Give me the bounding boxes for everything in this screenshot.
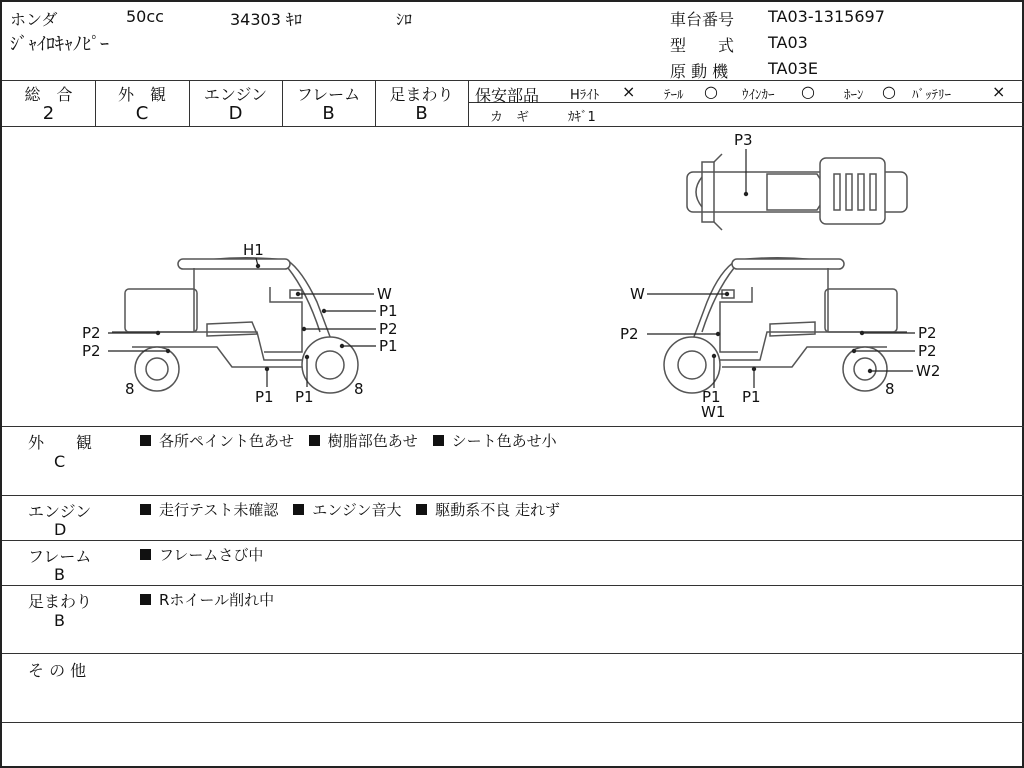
scooter-left-view (112, 258, 358, 393)
remark-item: 駆動系不良 走れず (416, 501, 560, 519)
bullet-icon (140, 594, 151, 605)
grade-suspension: B (415, 103, 428, 124)
remark-item: Rホイール削れ中 (140, 591, 274, 609)
remark-item: エンジン音大 (293, 501, 401, 519)
remark-frame-grade: B (54, 565, 65, 584)
label-p1-left-bottom-b: P1 (295, 388, 314, 406)
frame-no-label: 車台番号 (670, 10, 735, 29)
engine-model-label: 原 動 機 (670, 62, 729, 81)
remark-item: シート色あせ小 (433, 432, 557, 450)
remark-exterior-label: 外 観 (28, 433, 93, 452)
label-w-right: W (630, 285, 645, 303)
label-p1-left-a: P1 (379, 302, 398, 320)
label-8-left: 8 (125, 380, 135, 398)
bullet-icon (416, 504, 427, 515)
displacement: 50cc (126, 7, 164, 26)
body-color: ｼﾛ (396, 10, 413, 29)
remark-exterior-items (140, 430, 567, 451)
label-p1-right-b: P1 (742, 388, 761, 406)
label-p1-right-a: P1 (702, 388, 721, 406)
label-8-right: 8 (885, 380, 895, 398)
remark-suspension-label: 足まわり (28, 592, 93, 611)
remark-exterior-grade: C (54, 452, 66, 471)
remark-frame-label: フレーム (28, 547, 92, 566)
label-p2-right-a: P2 (918, 324, 937, 342)
remark-engine-items (140, 499, 570, 520)
label-p2-left-rear-low: P2 (82, 342, 101, 360)
mileage: 34303 ｷﾛ (230, 10, 302, 29)
winker-status: ○ (801, 82, 815, 101)
remark-engine-grade: D (54, 520, 67, 539)
label-p2-right-b: P2 (918, 342, 937, 360)
divider (2, 426, 1024, 427)
type-label: 型 式 (670, 36, 735, 55)
key-count: ｶｷﾞ1 (568, 110, 596, 125)
label-p3: P3 (734, 131, 753, 149)
label-8-left-front: 8 (354, 380, 364, 398)
engine-model: TA03E (768, 59, 818, 78)
grade-exterior: C (135, 103, 149, 124)
bullet-icon (140, 504, 151, 515)
frame-no: TA03-1315697 (768, 7, 885, 26)
bullet-icon (309, 435, 320, 446)
taillight-label: ﾃｰﾙ (664, 88, 684, 103)
divider (2, 585, 1024, 586)
bullet-icon (433, 435, 444, 446)
remark-suspension-grade: B (54, 611, 65, 630)
grade-engine: D (228, 103, 243, 124)
label-h1: H1 (243, 241, 264, 259)
remark-engine-label: エンジン (28, 502, 92, 521)
remark-item: 走行テスト未確認 (140, 501, 278, 519)
battery-label: ﾊﾞｯﾃﾘｰ (912, 88, 951, 103)
remark-frame-items (140, 544, 273, 565)
divider (468, 80, 469, 126)
grade-overall-label: 総 合 (24, 85, 73, 104)
label-w-left: W (377, 285, 392, 303)
divider (2, 80, 1024, 81)
model-name: ｼﾞｬｲﾛｷｬﾉﾋﾟｰ (10, 34, 109, 55)
grade-suspension-label: 足まわり (389, 85, 454, 104)
divider (2, 722, 1024, 723)
grade-frame-label: フレーム (296, 85, 361, 104)
battery-status: × (992, 82, 1006, 101)
label-p1-left-bottom-a: P1 (255, 388, 274, 406)
headlight-status: × (622, 82, 636, 101)
horn-label: ﾎｰﾝ (844, 88, 864, 103)
grade-overall: 2 (42, 103, 55, 124)
remark-suspension-items (140, 589, 284, 610)
label-w1: W1 (701, 403, 726, 421)
key-label: カ ギ (490, 110, 530, 125)
taillight-status: ○ (704, 82, 718, 101)
divider (2, 540, 1024, 541)
label-p2-left-rear-top: P2 (82, 324, 101, 342)
damage-diagram (2, 127, 1022, 425)
bullet-icon (140, 435, 151, 446)
grade-exterior-label: 外 観 (117, 85, 166, 104)
type-value: TA03 (768, 33, 808, 52)
grade-engine-label: エンジン (203, 85, 268, 104)
remark-item: 各所ペイント色あせ (140, 432, 294, 450)
remark-other-label: そ の 他 (28, 661, 87, 680)
divider (2, 653, 1024, 654)
divider (2, 495, 1024, 496)
winker-label: ｳｲﾝｶｰ (742, 88, 775, 103)
bullet-icon (293, 504, 304, 515)
maker: ホンダ (10, 10, 58, 29)
remark-item: 樹脂部色あせ (309, 432, 418, 450)
label-p2-right-front: P2 (620, 325, 639, 343)
label-w2: W2 (916, 362, 941, 380)
scooter-top-view (687, 154, 907, 230)
bullet-icon (140, 549, 151, 560)
grade-frame: B (322, 103, 335, 124)
label-p2-left-a: P2 (379, 320, 398, 338)
safety-label: 保安部品 (475, 86, 540, 105)
remark-item: フレームさび中 (140, 546, 263, 564)
headlight-label: Hﾗｲﾄ (570, 88, 600, 103)
label-p1-left-b: P1 (379, 337, 398, 355)
horn-status: ○ (882, 82, 896, 101)
